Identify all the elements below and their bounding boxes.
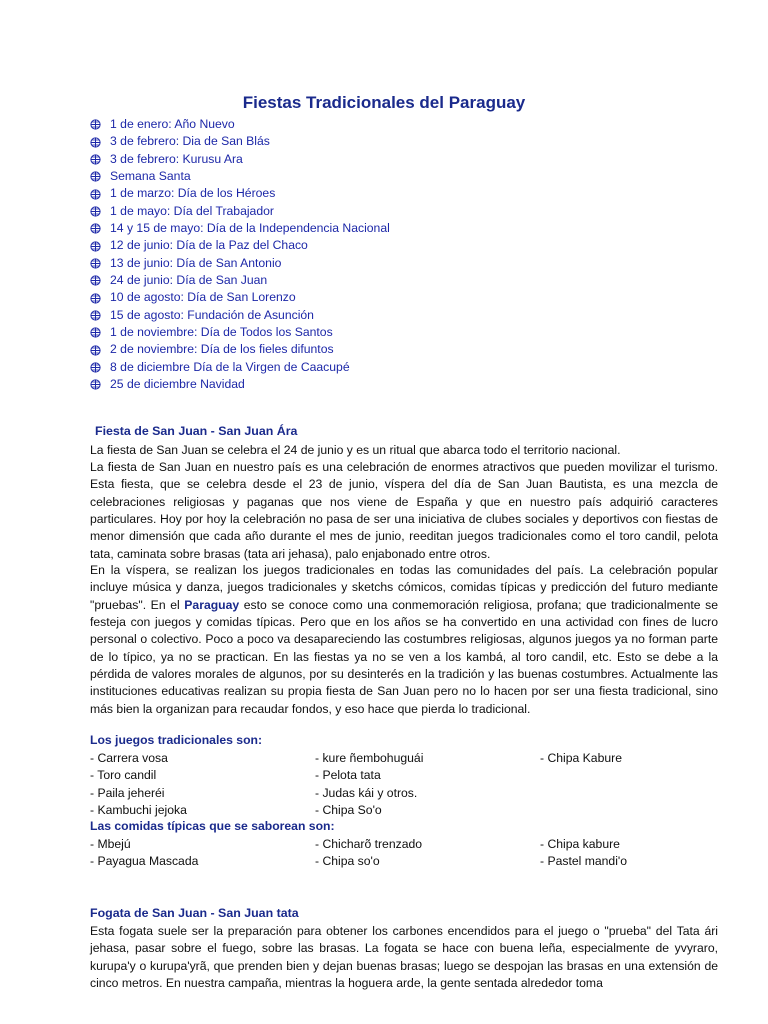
game-row (90, 802, 690, 819)
game-item: - kure ñembohuguái (315, 751, 424, 765)
holiday-item (90, 220, 390, 237)
holiday-text: Semana Santa (110, 169, 191, 184)
holiday-text: 13 de junio: Día de San Antonio (110, 255, 282, 270)
holiday-list (90, 116, 390, 394)
holiday-text: 12 de junio: Día de la Paz del Chaco (110, 238, 308, 253)
holiday-item (90, 272, 390, 289)
foods-grid (90, 836, 690, 871)
globe-bullet-icon (90, 154, 101, 165)
paragraph-fiesta: La fiesta de San Juan en nuestro país es una celebración de enormes atractivos que pueden movilizar el turismo. Esta fiesta, que se celebra desde el 23 de junio, víspera del día de San Juan Bautista, es una mezcla de celebraciones religiosas y paganas que nos viene de España y que en nuestro país adquirió caracteres particulares. Hoy por hoy la celebración no pasa de ser una iniciativa de clubes sociales y deportivos con fiestas de menor dimensión que cada año durante el mes de junio, reeditan juegos tradicionales como el toro candil, pelota tata, caminata sobre brasas (tata ari jehasa), palo enjabonado entre otros. (90, 460, 718, 561)
game-item (540, 785, 690, 802)
holiday-item (90, 203, 390, 220)
globe-bullet-icon (90, 119, 101, 130)
paragraph-vispera (90, 562, 718, 718)
paragraph-fogata: Esta fogata suele ser la preparación para obtener los carbones encendidos para el juego o "prueba" del Tata ári jehasa, pasar sobre el fuego, sobre las brasas. La fogata se hace con buena leña, especialmente de yvyraro, kurupa'y o kurupa'yrã, que prenden bien y dejan buenas brasas; luego se despojan las brasas en una extensión de cinco metros. En nuestra campaña, mientras la hoguera arde, la gente sentada alrededor toma (90, 924, 718, 991)
globe-bullet-icon (90, 223, 101, 234)
game-item: - Pelota tata (315, 768, 381, 783)
game-row (90, 785, 690, 802)
holiday-item (90, 307, 390, 324)
globe-bullet-icon (90, 327, 101, 338)
globe-bullet-icon (90, 241, 101, 252)
food-row (90, 836, 690, 853)
holiday-text: 10 de agosto: Día de San Lorenzo (110, 290, 296, 305)
section-heading-fogata: Fogata de San Juan - San Juan tata (90, 906, 299, 920)
globe-bullet-icon (90, 379, 101, 390)
holiday-item (90, 116, 390, 133)
globe-bullet-icon (90, 137, 101, 148)
holiday-text: 3 de febrero: Dia de San Blás (110, 134, 270, 149)
paraguay-bold: Paraguay (184, 597, 240, 612)
game-row (90, 767, 690, 784)
game-item: - Chipa So'o (315, 803, 382, 818)
game-row (90, 750, 690, 767)
game-item: - Paila jeheréi (90, 785, 165, 800)
holiday-item (90, 151, 390, 168)
game-item: - Chipa Kabure (540, 751, 622, 765)
globe-bullet-icon (90, 362, 101, 373)
game-item: - Judas kái y otros. (315, 785, 418, 800)
foods-heading: Las comidas típicas que se saborean son: (90, 819, 335, 833)
paragraph-vispera-part2: esto se conoce como una conmemoración religiosa, profana; que tradicionalmente se festeja con juegos y comidas típicas. Pero que en los años se ha convertido en una actividad con fines de lucro personal o colectivo. Poco a poco va desapareciendo las costumbres religiosas, algunos juegos ya no forman parte de lo típico, ya no se practican. En las fiestas ya no se ven a los kambá, al toro candil, etc. Esto se debe a la pérdida de valores morales de algunos, por su desinterés en la tradición y las buenas costumbres. Actualmente las instituciones educativas realizan su propia fiesta de San Juan pero no lo hacen por ser una fiesta tradicional, sino más bien la organizan para recaudar fondos, y eso hace que pierda lo tradicional. (90, 597, 718, 716)
holiday-item (90, 341, 390, 358)
food-item: - Chipa kabure (540, 837, 620, 851)
globe-bullet-icon (90, 171, 101, 182)
holiday-item (90, 359, 390, 376)
holiday-item (90, 324, 390, 341)
food-item: - Chicharõ trenzado (315, 837, 423, 851)
food-item: - Payagua Mascada (90, 854, 199, 869)
globe-bullet-icon (90, 258, 101, 269)
game-item (540, 802, 690, 819)
globe-bullet-icon (90, 189, 101, 200)
food-item: - Pastel mandi'o (540, 854, 628, 869)
holiday-item (90, 168, 390, 185)
game-item (540, 767, 690, 784)
food-row (90, 853, 690, 870)
holiday-text: 1 de marzo: Día de los Héroes (110, 186, 276, 201)
holiday-text: 3 de febrero: Kurusu Ara (110, 151, 243, 166)
holiday-item (90, 255, 390, 272)
holiday-item (90, 376, 390, 393)
holiday-text: 1 de enero: Año Nuevo (110, 117, 235, 131)
holiday-text: 24 de junio: Día de San Juan (110, 273, 268, 288)
game-item: - Carrera vosa (90, 751, 168, 765)
holiday-item (90, 133, 390, 150)
holiday-text: 14 y 15 de mayo: Día de la Independencia Nacional (110, 221, 390, 236)
holiday-text: 1 de mayo: Día del Trabajador (110, 203, 274, 218)
globe-bullet-icon (90, 206, 101, 217)
holiday-text: 25 de diciembre Navidad (110, 377, 245, 392)
globe-bullet-icon (90, 293, 101, 304)
globe-bullet-icon (90, 310, 101, 321)
holiday-text: 8 de diciembre Día de la Virgen de Caacupé (110, 359, 350, 374)
holiday-text: 2 de noviembre: Día de los fieles difuntos (110, 342, 334, 357)
globe-bullet-icon (90, 275, 101, 286)
page-title: Fiestas Tradicionales del Paraguay (242, 93, 526, 112)
section-heading-san-juan-ara: Fiesta de San Juan - San Juan Ára (95, 424, 298, 438)
games-heading: Los juegos tradicionales son: (90, 733, 263, 747)
holiday-text: 1 de noviembre: Día de Todos los Santos (110, 325, 333, 340)
holiday-item (90, 185, 390, 202)
food-item: - Mbejú (90, 837, 131, 851)
food-item: - Chipa so'o (315, 854, 380, 869)
games-grid (90, 750, 690, 819)
globe-bullet-icon (90, 345, 101, 356)
game-item: - Toro candil (90, 768, 157, 783)
paragraph-vispera-part1: En la víspera, se realizan los juegos tradicionales en todas las comunidades del país. La celebración popular incluye música y danza, juegos tradicionales y sketchs cómicos, comidas típicas y predicción del futuro mediante "pruebas". En el (90, 563, 718, 612)
intro-paragraph: La fiesta de San Juan se celebra el 24 de junio y es un ritual que abarca todo el territorio nacional. (90, 443, 621, 457)
holiday-item (90, 289, 390, 306)
game-item: - Kambuchi jejoka (90, 803, 187, 818)
holiday-item (90, 237, 390, 254)
holiday-text: 15 de agosto: Fundación de Asunción (110, 307, 314, 322)
